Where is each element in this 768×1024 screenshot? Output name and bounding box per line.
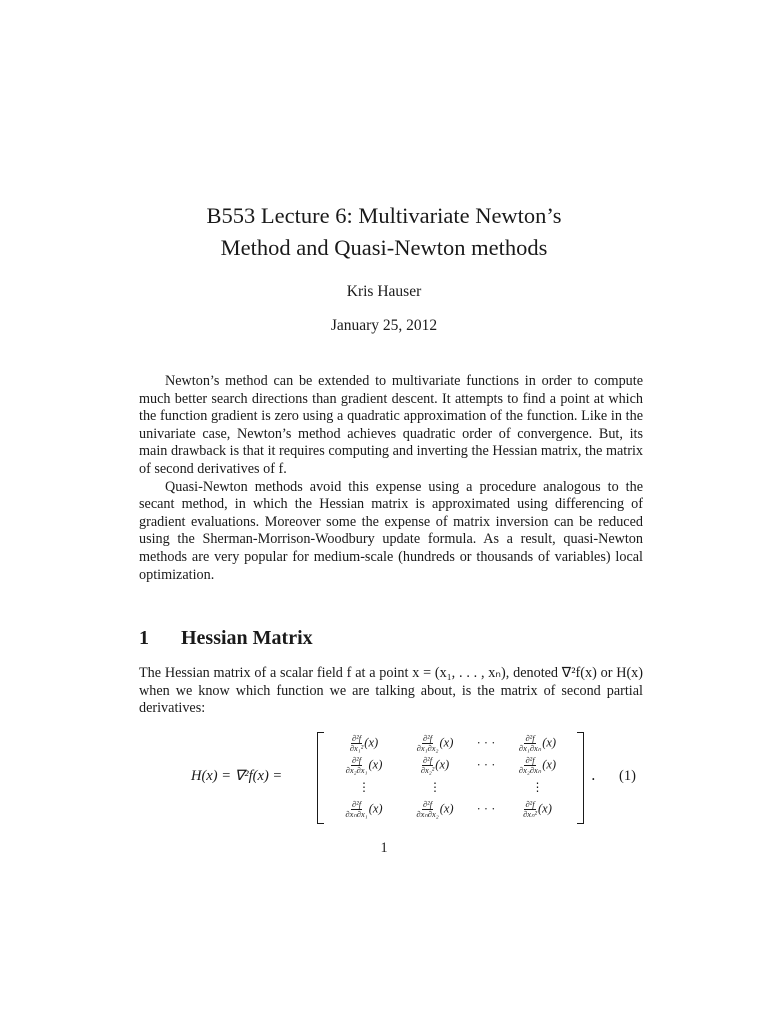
- fraction-denominator: ∂xₙ²: [523, 808, 538, 819]
- function-argument: (x): [542, 734, 557, 749]
- matrix-cell: [399, 780, 471, 795]
- matrix-cell: [329, 780, 399, 795]
- matrix-cell: [501, 780, 574, 795]
- vertical-ellipsis: ⋮: [429, 779, 441, 794]
- function-argument: (x): [364, 734, 379, 749]
- title-line-2: Method and Quasi-Newton methods: [220, 235, 548, 260]
- horizontal-ellipsis: · · ·: [476, 801, 496, 816]
- partial-derivative-fraction: [519, 734, 541, 753]
- publication-date: January 25, 2012: [330, 317, 438, 334]
- partial-derivative-fraction: [346, 756, 368, 775]
- fraction-denominator: ∂x₂²: [420, 764, 435, 775]
- function-argument: (x): [439, 734, 454, 749]
- fraction-denominator: ∂xₙ∂x₁: [345, 808, 368, 819]
- vertical-ellipsis: ⋮: [531, 779, 544, 794]
- matrix-cell: [471, 802, 501, 817]
- matrix-cell: [501, 800, 574, 819]
- abstract-paragraph-1: Newton’s method can be extended to multivariate functions in order to compute much better search directions than gradient descent. It attempts to find a point at which the function gradient is zero using a quadratic approximation of the function. Like in the univariate case, Newton’s method achieves quadratic order of convergence. But, its main drawback is that it requires computing and inverting the Hessian matrix, the matrix of second derivatives of f.: [139, 373, 643, 477]
- matrix-cell: [329, 800, 399, 819]
- partial-derivative-fraction: [350, 734, 363, 753]
- body-paragraph-1: The Hessian matrix of a scalar field f at a point x = (x₁, . . . , xₙ), denoted ∇²f(x) or H(x) when we know which function we are talking about, is the matrix of second partial derivatives:: [139, 665, 643, 717]
- fraction-numerator: ∂²f: [422, 732, 433, 743]
- matrix-row: [329, 732, 574, 754]
- vertical-ellipsis: ⋮: [358, 779, 370, 794]
- fraction-numerator: ∂²f: [351, 732, 362, 743]
- fraction-denominator: ∂x₂∂x₁: [345, 764, 368, 775]
- matrix-row: [329, 776, 574, 798]
- fraction-numerator: ∂²f: [422, 798, 433, 809]
- matrix-cell: [329, 756, 399, 775]
- function-argument: (x): [439, 800, 454, 815]
- equation-lhs: H(x) = ∇²f(x) =: [191, 768, 283, 784]
- partial-derivative-fraction: [417, 734, 439, 753]
- left-bracket: [317, 732, 324, 824]
- partial-derivative-fraction: [416, 800, 438, 819]
- page-number: 1: [380, 840, 388, 856]
- hessian-matrix: [329, 732, 574, 820]
- abstract: [139, 373, 643, 584]
- matrix-row: [329, 798, 574, 820]
- matrix-cell: [501, 734, 574, 753]
- hessian-equation: [139, 730, 643, 825]
- fraction-denominator: ∂x₂∂xₙ: [518, 764, 542, 775]
- horizontal-ellipsis: · · ·: [476, 757, 496, 772]
- function-argument: (x): [435, 756, 450, 771]
- fraction-numerator: ∂²f: [525, 754, 535, 765]
- matrix-cell: [329, 734, 399, 753]
- equation-period: .: [591, 768, 596, 784]
- matrix-cell: [471, 758, 501, 773]
- section-body: [139, 665, 643, 718]
- function-argument: (x): [368, 800, 383, 815]
- fraction-denominator: ∂x₁∂x₂: [416, 742, 439, 753]
- abstract-paragraph-2: Quasi-Newton methods avoid this expense using a procedure analogous to the secant method, in which the Hessian matrix is approximated using differencing of gradient evaluations. Moreover some the expense of matrix inversion can be reduced using the Sherman-Morrison-Woodbury update formula. As a result, quasi-Newton methods are very popular for medium-scale (hundreds or thousands of variables) local optimization.: [139, 478, 643, 583]
- partial-derivative-fraction: [523, 800, 537, 819]
- matrix-cell: [399, 734, 471, 753]
- fraction-numerator: ∂²f: [422, 754, 433, 765]
- fraction-denominator: ∂x₁∂xₙ: [518, 742, 542, 753]
- matrix-cell: [471, 736, 501, 751]
- function-argument: (x): [538, 800, 552, 815]
- fraction-denominator: ∂xₙ∂x₂: [416, 808, 439, 819]
- section-title-text: Hessian Matrix: [181, 627, 313, 649]
- horizontal-ellipsis: · · ·: [476, 735, 496, 750]
- partial-derivative-fraction: [345, 800, 367, 819]
- section-heading: [139, 627, 313, 650]
- matrix-cell: [399, 800, 471, 819]
- fraction-denominator: ∂x₁²: [349, 742, 364, 753]
- matrix-cell: [501, 756, 574, 775]
- title-line-1: B553 Lecture 6: Multivariate Newton’s: [206, 203, 562, 228]
- section-number: 1: [139, 627, 149, 649]
- fraction-numerator: ∂²f: [525, 732, 535, 743]
- matrix-row: [329, 754, 574, 776]
- function-argument: (x): [542, 756, 557, 771]
- partial-derivative-fraction: [421, 756, 434, 775]
- right-bracket: [577, 732, 584, 824]
- author-name: Kris Hauser: [346, 283, 422, 300]
- matrix-cell: [399, 756, 471, 775]
- fraction-numerator: ∂²f: [525, 798, 535, 809]
- equation-number: (1): [619, 768, 636, 784]
- partial-derivative-fraction: [519, 756, 541, 775]
- fraction-numerator: ∂²f: [351, 798, 362, 809]
- fraction-numerator: ∂²f: [351, 754, 362, 765]
- function-argument: (x): [368, 756, 383, 771]
- document-title: [120, 200, 648, 264]
